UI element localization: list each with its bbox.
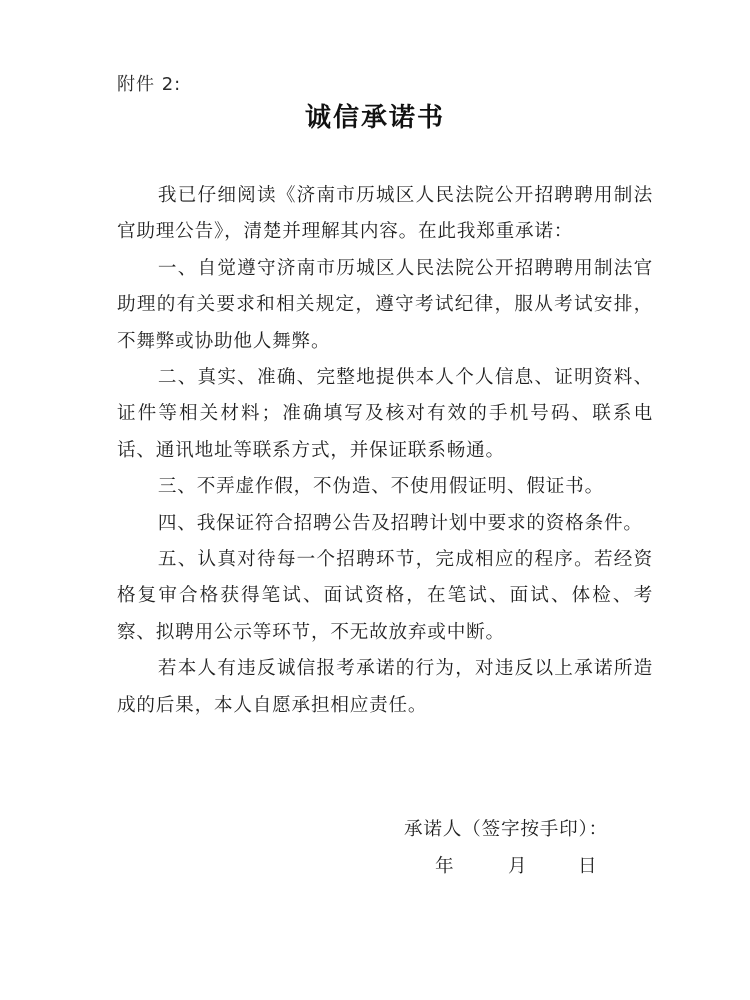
- paragraph-pledge-2: 二、真实、准确、完整地提供本人个人信息、证明资料、证件等相关材料；准确填写及核对有效的手机号码、联系电话、通讯地址等联系方式，并保证联系畅通。: [117, 367, 653, 461]
- paragraph-pledge-1: 一、自觉遵守济南市历城区人民法院公开招聘聘用制法官助理的有关要求和相关规定，遵守考试纪律，服从考试安排，不舞弊或协助他人舞弊。: [117, 257, 653, 352]
- date-year-label: 年: [435, 856, 454, 877]
- document-title: 诚信承诺书: [304, 103, 445, 133]
- paragraph-pledge-3: 三、不弄虚作假，不伪造、不使用假证明、假证书。: [157, 476, 604, 498]
- date-day-label: 日: [578, 856, 597, 877]
- paragraph-liability: 若本人有违反诚信报考承诺的行为，对违反以上承诺所造成的后果，本人自愿承担相应责任。: [117, 658, 653, 716]
- paragraph-pledge-5: 五、认真对待每一个招聘环节，完成相应的程序。若经资格复审合格获得笔试、面试资格，在笔试、面试、体检、考察、拟聘用公示等环节，不无故放弃或中断。: [117, 549, 653, 643]
- date-month-label: 月: [508, 856, 527, 877]
- paragraph-intro: 我已仔细阅读《济南市历城区人民法院公开招聘聘用制法官助理公告》，清楚并理解其内容。在此我郑重承诺：: [117, 185, 653, 243]
- attachment-label: 附件 2:: [117, 74, 182, 95]
- document-body: [117, 178, 653, 724]
- paragraph-pledge-4: 四、我保证符合招聘公告及招聘计划中要求的资格条件。: [157, 512, 643, 534]
- signature-label: 承诺人（签字按手印）：: [404, 819, 609, 840]
